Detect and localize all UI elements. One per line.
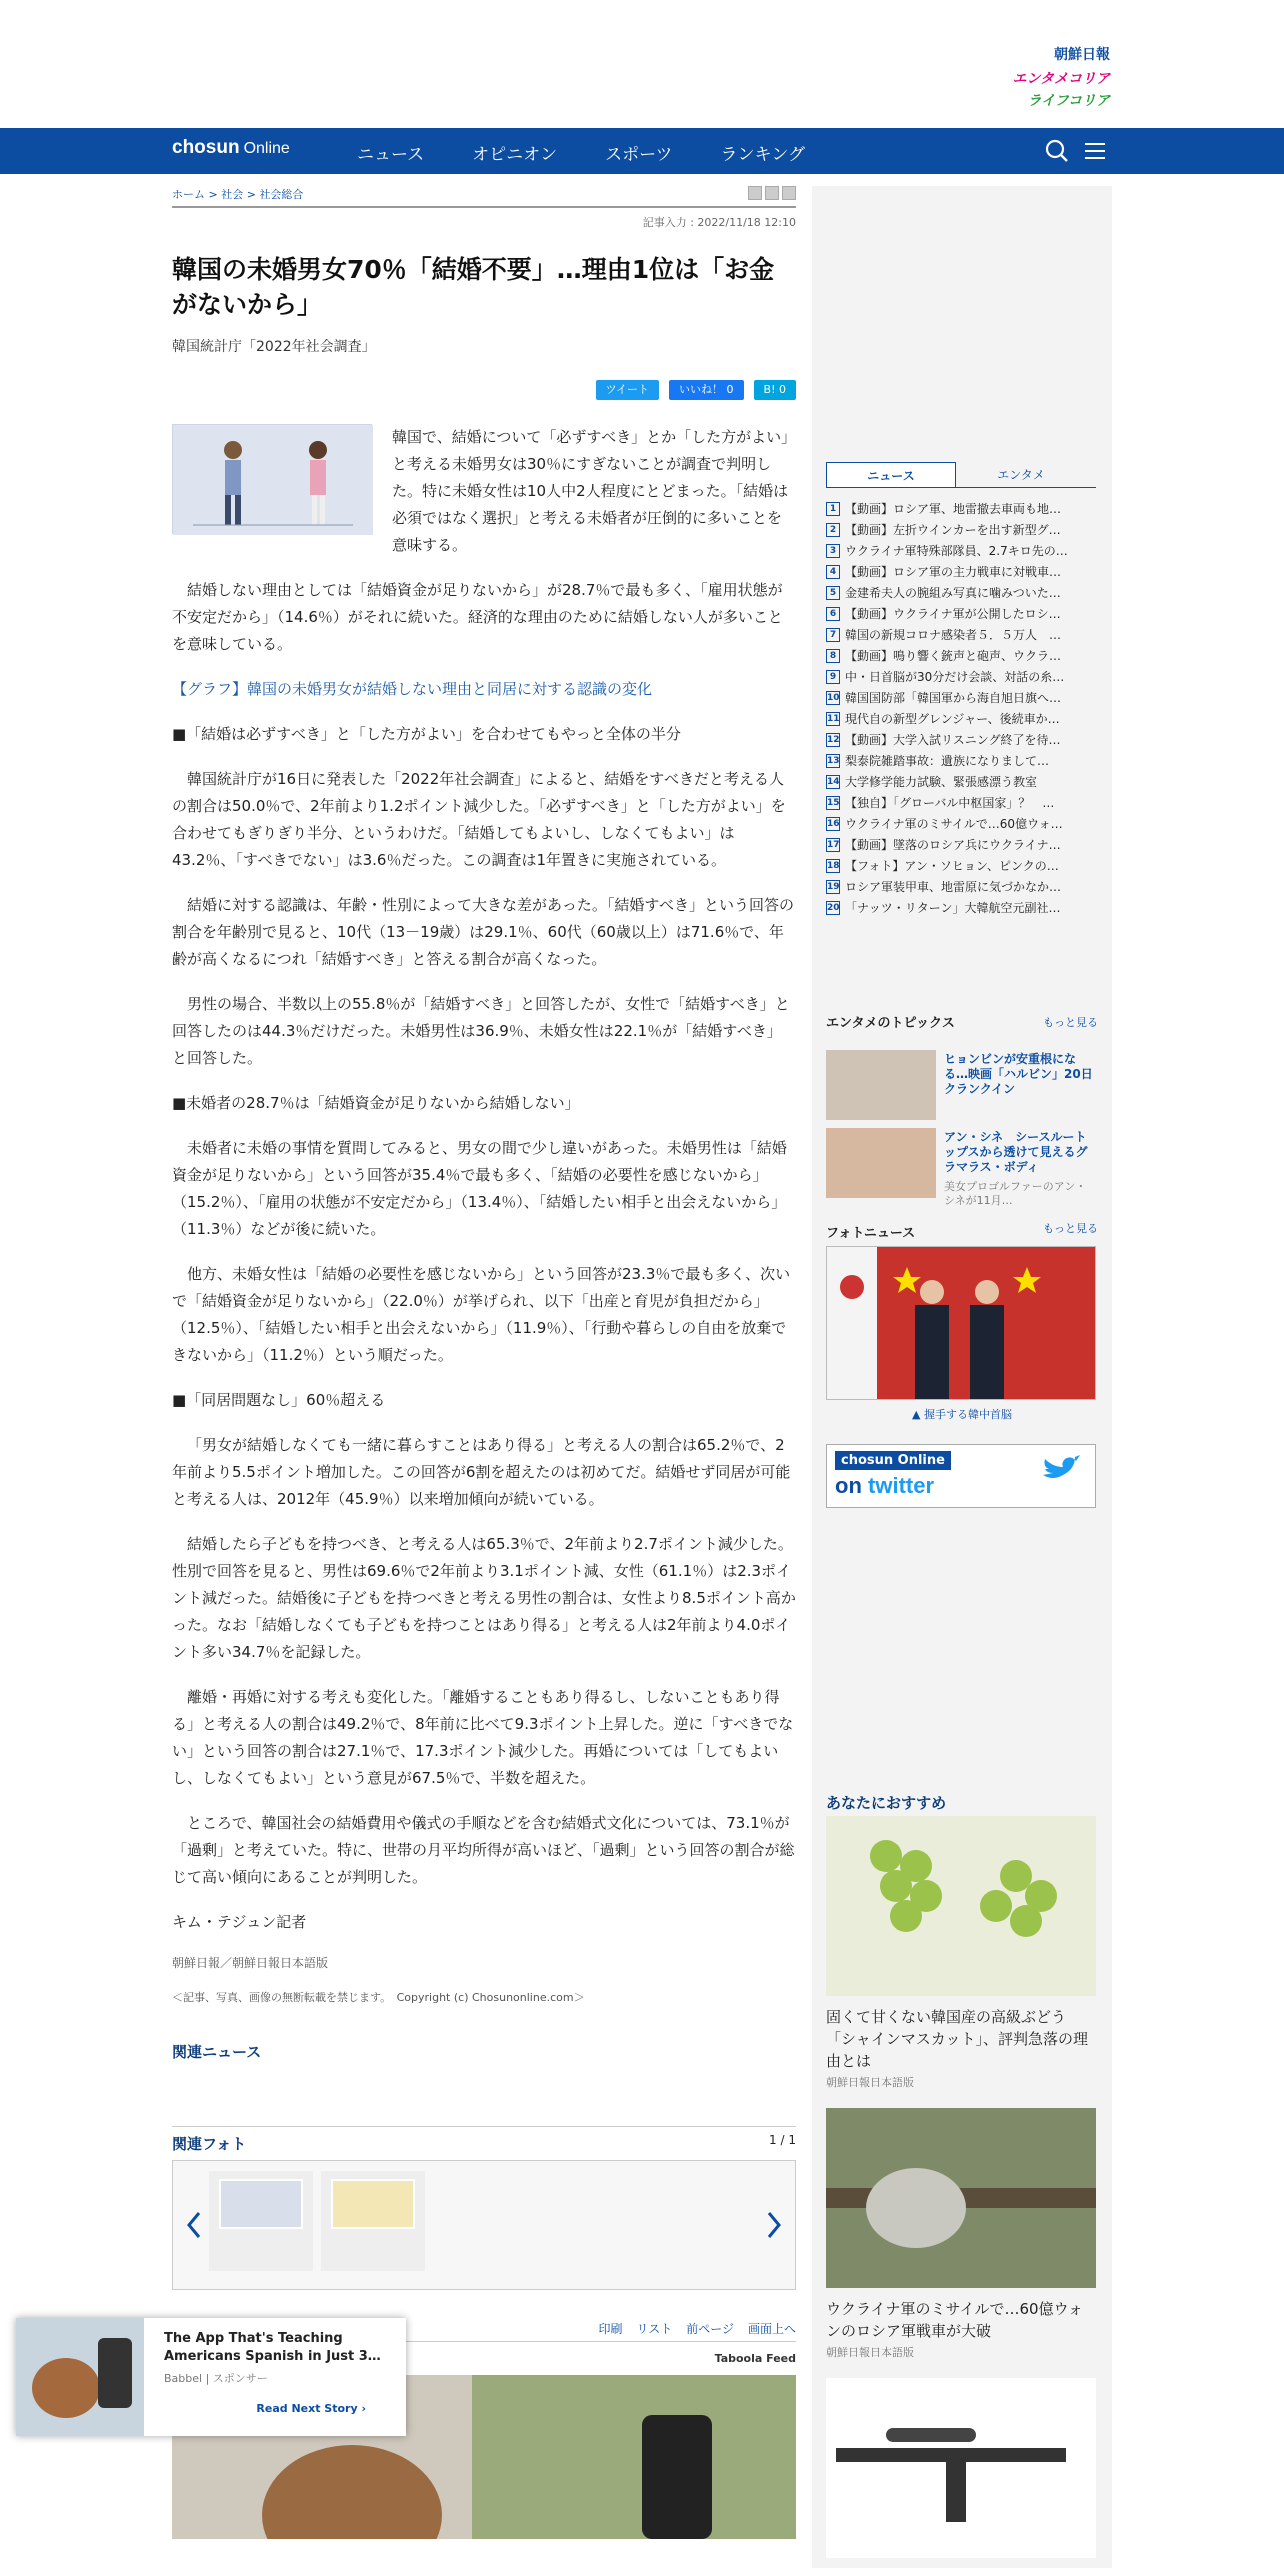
print-icon[interactable] (782, 186, 796, 200)
rank-number: 6 (826, 607, 840, 621)
entame-thumb (826, 1128, 936, 1198)
rank-number: 18 (827, 860, 840, 871)
ranking-title[interactable]: ウクライナ軍特殊部隊員、2.7キロ先の… (845, 544, 1068, 558)
ranking-title[interactable]: ウクライナ軍のミサイルで…60億ウォ… (845, 817, 1063, 831)
font-large-icon[interactable] (765, 186, 779, 200)
recommend-title[interactable]: 固くて甘くない韓国産の高級ぶどう「シャインマスカット」、評判急落の理由とは (826, 2008, 1089, 2070)
rank-number: 17 (827, 839, 840, 850)
breadcrumb: ホーム > 社会 > 社会総合 (172, 186, 796, 208)
related-photos (172, 2126, 796, 2290)
entame-title[interactable]: アン・シネ シースルートップスから透けて見えるグラマラス・ボディ (944, 1130, 1088, 1174)
ranking-item[interactable] (826, 792, 1096, 813)
ranking-title[interactable]: 【動画】ロシア軍、地雷撤去車両も地… (845, 502, 1062, 516)
taboola-label[interactable]: Taboola Feed (714, 2352, 796, 2365)
article-column (172, 186, 796, 2539)
rank-number: 19 (827, 881, 840, 892)
twitter-banner-word: twitter (868, 1473, 935, 1498)
ranking-item[interactable] (826, 519, 1096, 540)
paragraph: 他方、未婚女性は「結婚の必要性を感じないから」という回答が23.3％で最も多く、次いで「結婚資金が足りないから」（22.0％）が挙げられ、以下「出産と育児が負担だから」（12.5％）、「結婚したい相手と出会えないから」（11.9％）、「行動や暮らしの自由を放棄できないから」（11.2％）という順だった。 (172, 1265, 791, 1364)
related-photo-thumb[interactable] (209, 2171, 313, 2271)
paragraph: 韓国で、結婚について「必ずすべき」とか「した方がよい」と考える未婚男女は30％にすぎないことが調査で判明した。特に未婚女性は10人中2人程度にとどまった。「結婚は必須ではなく選択」と考える未婚者が圧倒的に多いことを意味する。 (392, 428, 789, 554)
recommend-image[interactable] (826, 2108, 1096, 2288)
rank-number: 4 (826, 565, 840, 579)
paragraph: 「男女が結婚しなくても一緒に暮らすことはあり得る」と考える人の割合は65.2％で、2年前より5.5ポイント増加した。この回答が6割を超えたのは初めてだ。結婚せず同居が可能と考える人は、2012年（45.9％）以来増加傾向が続いている。 (172, 1436, 791, 1508)
rank-number: 14 (827, 776, 840, 787)
chevron-right-icon[interactable] (767, 2211, 781, 2239)
entame-summary: 美女プロゴルファーのアン・シネが11月… (944, 1180, 1087, 1207)
recommend-heading: あなたにおすすめ (826, 1794, 947, 1812)
recommend-source: 朝鮮日報日本語版 (826, 2076, 914, 2089)
ranking-title[interactable]: 韓国国防部「韓国軍から海自旭日旗へ… (845, 691, 1062, 705)
rank-number: 9 (826, 670, 840, 684)
ad-title[interactable]: The App That's Teaching Americans Spanish in Just 3… (164, 2331, 381, 2364)
tab-news[interactable]: ニュース (826, 462, 956, 487)
ranking-item[interactable] (826, 876, 1096, 897)
rank-number: 12 (827, 734, 840, 745)
photo-news-image[interactable] (826, 1246, 1096, 1400)
related-photo-thumb[interactable] (321, 2171, 425, 2271)
twitter-banner-on: on (835, 1473, 862, 1498)
rank-number: 5 (826, 586, 840, 600)
entame-title[interactable]: ヒョンビンが安重根になる…映画「ハルビン」20日クランクイン (944, 1052, 1093, 1096)
ranking-item[interactable] (826, 687, 1096, 708)
rank-number: 13 (827, 755, 840, 766)
breadcrumb-society[interactable]: 社会 (221, 188, 244, 201)
entame-thumb (826, 1050, 936, 1120)
breadcrumb-home[interactable]: ホーム (172, 188, 205, 201)
ad-image[interactable] (16, 2318, 144, 2436)
page-top-link[interactable]: 画面上へ (747, 2322, 796, 2336)
tab-entame[interactable]: エンタメ (997, 468, 1045, 482)
rank-number: 10 (827, 692, 840, 703)
rank-number: 8 (826, 649, 840, 663)
prev-page-link[interactable]: 前ページ (686, 2322, 734, 2336)
recommend-image[interactable] (826, 2378, 1096, 2558)
ranking-item[interactable] (826, 645, 1096, 666)
ranking-item[interactable] (826, 498, 1096, 519)
nav-item-news[interactable]: ニュース (357, 145, 425, 165)
section-heading: ■未婚者の28.7％は「結婚資金が足りないから結婚しない」 (172, 1094, 580, 1112)
entame-heading: エンタメのトピックス (826, 1016, 955, 1031)
ad-sponsor-label: スポンサー (212, 2372, 268, 2385)
ranking-title[interactable]: 韓国の新規コロナ感染者５．５万人 … (845, 628, 1062, 642)
related-photos-heading: 関連フォト (172, 2135, 247, 2153)
paragraph: 離婚・再婚に対する考えも変化した。「離婚することもあり得るし、しないこともあり得る」と考える人の割合は49.2％で、8年前に比べて9.3ポイント上昇した。逆に「すべきでない」という回答の割合は27.1％で、17.3ポイント減少した。再婚については「してもよいし、しなくてもよい」という意見が67.5％で、半数を超えた。 (172, 1688, 794, 1787)
rank-number: 11 (827, 713, 840, 724)
share-buttons (172, 380, 796, 400)
main-nav (0, 128, 1284, 174)
paragraph: 結婚に対する認識は、年齢・性別によって大きな差があった。「結婚すべき」という回答の割合を年齢別で見ると、10代（13－19歳）は29.1％、60代（60歳以上）は71.6％で、年齢が高くなるにつれ「結婚すべき」と答える割合が高くなった。 (172, 896, 795, 968)
ranking-item[interactable] (826, 834, 1096, 855)
rank-number: 20 (827, 902, 840, 913)
ranking-item[interactable] (826, 603, 1096, 624)
list-link[interactable]: リスト (636, 2322, 673, 2336)
tweet-button[interactable]: ツイート (596, 380, 659, 400)
hatena-bookmark-button[interactable]: B! 0 (754, 380, 796, 400)
nav-item-sports[interactable]: スポーツ (605, 145, 673, 165)
article-title: 韓国の未婚男女70％「結婚不要」…理由1位は「お金がないから」 (172, 255, 775, 319)
recommend-image[interactable] (826, 1816, 1096, 1996)
paragraph: 結婚しない理由としては「結婚資金が足りないから」が28.7％で最も多く、「雇用状態が不安定だから」（14.6％）がそれに続いた。経済的な理由のために結婚しない人が多いことを意味している。 (172, 581, 783, 653)
ranking-item[interactable] (826, 897, 1096, 918)
ranking-item[interactable] (826, 624, 1096, 645)
ranking-title[interactable]: 【フォト】アン・ソヒョン、ピンクの… (845, 859, 1059, 873)
rank-number: 15 (827, 797, 840, 808)
article-author: キム・テジュン記者 (172, 1913, 307, 1931)
article-date: 記事入力 : 2022/11/18 12:10 (642, 216, 796, 229)
section-heading: ■「同居問題なし」60％超える (172, 1391, 386, 1409)
rank-number: 7 (826, 628, 840, 642)
life-korea-logo[interactable]: ライフコリア (1027, 93, 1110, 109)
ranking-item[interactable] (826, 540, 1096, 561)
facebook-like-button[interactable]: いいね！ 0 (669, 380, 744, 400)
ranking-title[interactable]: 【動画】ロシア軍の主力戦車に対戦車… (845, 565, 1062, 579)
photo-news-heading: フォトニュース (826, 1226, 916, 1241)
search-icon[interactable] (1044, 138, 1070, 164)
rank-number: 1 (826, 502, 840, 516)
entame-korea-logo[interactable]: エンタメコリア (1012, 71, 1110, 87)
ranking-title[interactable]: 中・日首脳が30分だけ会談、対話の糸… (845, 670, 1065, 684)
ranking-item[interactable] (826, 855, 1096, 876)
rank-number: 3 (826, 544, 840, 558)
sidebar (812, 186, 1112, 2568)
rank-number: 16 (827, 818, 840, 829)
recommend-source: 朝鮮日報日本語版 (826, 2346, 914, 2359)
ranking-item[interactable] (826, 813, 1096, 834)
article-illustration[interactable] (172, 424, 372, 534)
paragraph: ところで、韓国社会の結婚費用や儀式の手順などを含む結婚式文化については、73.1％が「過剰」と考えていた。特に、世帯の月平均所得が高いほど、「過剰」という回答の割合が総じて高い傾向にあることが判明した。 (172, 1814, 795, 1886)
ranking-title[interactable]: 【動画】左折ウインカーを出す新型グ… (845, 523, 1061, 537)
recommend-item[interactable] (826, 2108, 1096, 2360)
ad-brand: Babbel (164, 2372, 203, 2385)
paragraph: 韓国統計庁が16日に発表した「2022年社会調査」によると、結婚をすべきだと考える人の割合は50.0％で、2年前より1.2ポイント減少した。「必ずすべき」と「した方がよい」を合わせてもぎりぎり半分、というわけだ。「結婚してもよいし、しなくてもよい」は43.2％、「すべきでない」は3.6％だった。この調査は1年置きに実施されている。 (172, 770, 786, 869)
ranking-title[interactable]: 現代自の新型グレンジャー、後続車か… (845, 712, 1060, 726)
ranking-title[interactable]: ロシア軍装甲車、地雷原に気づかなか… (845, 880, 1062, 894)
section-heading: ■「結婚は必ずすべき」と「した方がよい」を合わせてもやっと全体の半分 (172, 725, 681, 743)
copyright-notice: ＜記事、写真、画像の無断転載を禁じます。 Copyright (c) Chosunonline.com＞ (172, 1991, 585, 2004)
nav-item-ranking[interactable]: ランキング (720, 145, 805, 165)
twitter-banner[interactable] (826, 1444, 1096, 1508)
sponsored-popup[interactable]: The App That's Teaching Americans Spanish in Just 3… Babbel | スポンサー Read Next Story › (16, 2318, 406, 2436)
ranking-title[interactable]: 【動画】鳴り響く銃声と砲声、ウクラ… (845, 649, 1062, 663)
chosun-ilbo-logo[interactable]: 朝鮮日報 (1054, 47, 1110, 63)
paragraph: 未婚者に未婚の事情を質問してみると、男女の間で少し違いがあった。未婚男性は「結婚資金が足りないから」という回答が35.4％で最も多く、「結婚の必要性を感じないから」（15.2％）、「雇用の状態が不安定だから」（13.4％）、「結婚したい相手と出会えないから」（11.3％）などが後に続いた。 (172, 1139, 787, 1238)
ranking-title[interactable]: 【独自】「グローバル中枢国家」？ … (845, 796, 1055, 810)
twitter-banner-label: chosun Online (835, 1451, 951, 1470)
ranking-item[interactable] (826, 561, 1096, 582)
menu-icon[interactable] (1082, 138, 1108, 164)
ranking-item[interactable] (826, 666, 1096, 687)
graph-link[interactable]: 【グラフ】韓国の未婚男女が結婚しない理由と同居に対する認識の変化 (172, 680, 653, 698)
photo-more-link[interactable]: もっと見る (1043, 1222, 1098, 1235)
entame-item[interactable] (826, 1128, 1096, 1207)
ranking-item[interactable] (826, 771, 1096, 792)
article-body (172, 424, 796, 1936)
ranking-title[interactable]: 金建希夫人の腕組み写真に噛みついた… (845, 586, 1061, 600)
ranking-title[interactable]: 【動画】ウクライナ軍が公開したロシ… (845, 607, 1061, 621)
ranking-item[interactable] (826, 708, 1096, 729)
photo-carousel (172, 2160, 796, 2290)
chevron-left-icon[interactable] (187, 2211, 201, 2239)
read-next-button[interactable]: Read Next Story › (256, 2402, 366, 2415)
ranking-item[interactable] (826, 582, 1096, 603)
nav-item-opinion[interactable]: オピニオン (472, 145, 558, 165)
ranking-tabs (826, 462, 1096, 488)
ranking-title[interactable]: 【動画】大学入試リスニング終了を待… (845, 733, 1061, 747)
ranking-list (826, 498, 1096, 918)
related-news-heading: 関連ニュース (172, 2043, 262, 2061)
article-subtitle: 韓国統計庁「2022年社会調査」 (172, 339, 376, 355)
ranking-title[interactable]: 「ナッツ・リターン」大韓航空元副社… (845, 901, 1061, 915)
font-small-icon[interactable] (748, 186, 762, 200)
paragraph: 結婚したら子どもを持つべき、と考える人は65.3％で、2年前より2.7ポイント減少した。性別で回答を見ると、男性は69.6％で2年前より3.1ポイント減、女性（61.1％）は2.3ポイント減だった。結婚後に子どもを持つべきと考える男性の割合は、女性より8.5ポイント高かった。なお「結婚しなくても子どもを持つことはあり得る」と考える人は2年前より4.0ポイント多い34.7％を記録した。 (172, 1535, 796, 1661)
twitter-bird-icon (1041, 1453, 1081, 1483)
recommend-item[interactable] (826, 1816, 1096, 2090)
breadcrumb-general[interactable]: 社会総合 (259, 188, 304, 201)
recommend-title[interactable]: ウクライナ軍のミサイルで…60億ウォンのロシア軍戦車が大破 (826, 2300, 1083, 2340)
paragraph: 男性の場合、半数以上の55.8％が「結婚すべき」と回答したが、女性で「結婚すべき」と回答したのは44.3％だけだった。未婚男性は36.9％、未婚女性は22.1％が「結婚すべき」と回答した。 (172, 995, 790, 1067)
ranking-title[interactable]: 【動画】墜落のロシア兵にウクライナ… (845, 838, 1061, 852)
photo-caption[interactable]: ▲ 握手する韓中首脳 (912, 1408, 1012, 1421)
rank-number: 2 (826, 523, 840, 537)
ranking-title[interactable]: 大学修学能力試験、緊張感漂う教室 (845, 775, 1038, 789)
entame-more-link[interactable]: もっと見る (1043, 1016, 1098, 1029)
print-link[interactable]: 印刷 (598, 2322, 623, 2336)
entame-item[interactable] (826, 1050, 1096, 1120)
ranking-item[interactable] (826, 729, 1096, 750)
site-header (0, 0, 1284, 128)
ranking-item[interactable] (826, 750, 1096, 771)
site-logo[interactable]: chosun Online (172, 137, 290, 158)
pagination: 1 / 1 (769, 2133, 796, 2147)
article-source: 朝鮮日報／朝鮮日報日本語版 (172, 1956, 329, 1970)
ranking-title[interactable]: 梨泰院雑踏事故：遺族になりまして… (845, 754, 1050, 768)
